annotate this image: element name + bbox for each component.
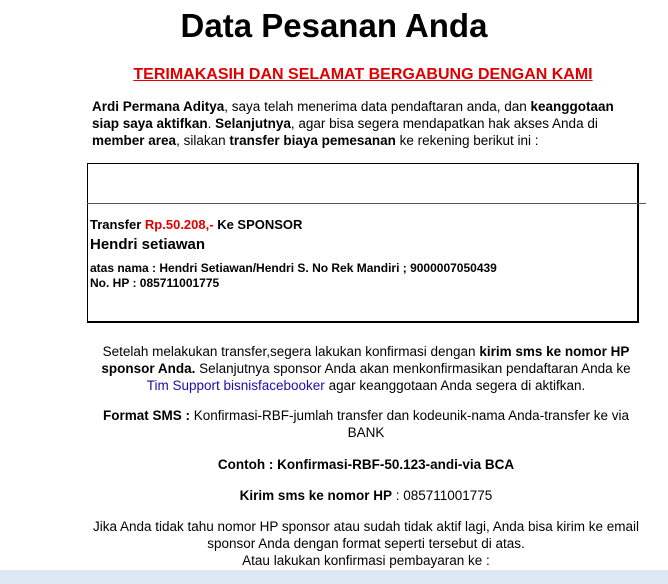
sponsor-name: Hendri setiawan: [90, 236, 206, 253]
intro-text-3: , agar bisa segera mendapatkan hak akses Anda di: [290, 116, 598, 131]
example-text: Contoh : Konfirmasi-RBF-50.123-andi-via BCA: [217, 457, 515, 472]
transfer-amount-line: [90, 217, 302, 232]
confirm-text-1: Setelah melakukan transfer,segera lakukan konfirmasi dengan: [102, 344, 480, 359]
bank-account: atas nama : Hendri Setiawan/Hendri S. No Rek Mandiri ; 9000007050439: [90, 261, 497, 275]
bottom-bar: [0, 570, 668, 584]
page-title: Data Pesanan Anda: [180, 7, 488, 44]
transfer-prefix: Transfer: [90, 217, 145, 232]
sponsor-phone: No. HP : 085711001775: [90, 276, 220, 290]
intro-text-4: , silakan: [176, 133, 230, 148]
intro-member-area: member area: [92, 133, 177, 148]
sms-number: [92, 487, 640, 504]
format-sms: [92, 407, 640, 441]
fallback-paragraph: [92, 518, 640, 569]
intro-next: Selanjutnya: [215, 116, 291, 131]
intro-paragraph: [92, 98, 640, 149]
sms-value: : 085711001775: [391, 488, 493, 503]
fallback-text-2: Atau lakukan konfirmasi pembayaran ke :: [242, 553, 490, 568]
example-sms: [92, 456, 640, 473]
format-text: Konfirmasi-RBF-jumlah transfer dan kodeunik-nama Anda-transfer ke via BANK: [190, 408, 629, 440]
confirm-text-2: Selanjutnya sponsor Anda akan menkonfirmasikan pendaftaran Anda ke: [195, 361, 631, 376]
transfer-suffix: Ke SPONSOR: [213, 217, 303, 232]
fallback-text: Jika Anda tidak tahu nomor HP sponsor atau sudah tidak aktif lagi, Anda bisa kirim ke email sponsor Anda dengan format seperti tersebut di atas.: [92, 519, 640, 551]
welcome-heading: TERIMAKASIH DAN SELAMAT BERGABUNG DENGAN KAMI: [133, 66, 593, 83]
intro-text-2: .: [207, 116, 216, 131]
transfer-amount: Rp.50.208,-: [144, 217, 214, 232]
intro-text-5: ke rekening berikut ini :: [395, 133, 539, 148]
intro-transfer: transfer biaya pemesanan: [229, 133, 396, 148]
member-name: Ardi Permana Aditya: [92, 99, 225, 114]
confirm-sms-instruction: kirim sms ke nomor HP sponsor Anda.: [101, 344, 630, 376]
confirm-paragraph: [92, 343, 640, 394]
format-label: Format SMS :: [103, 408, 191, 423]
support-link[interactable]: Tim Support bisnisfacebooker: [146, 378, 325, 393]
confirm-text-3: agar keanggotaan Anda segera di aktifkan.: [324, 378, 586, 393]
sms-label: Kirim sms ke nomor HP: [239, 488, 392, 503]
intro-membership: keanggotaan siap saya aktifkan: [92, 99, 614, 131]
intro-text-1: , saya telah menerima data pendaftaran anda, dan: [224, 99, 531, 114]
payment-box-divider: [87, 203, 646, 204]
